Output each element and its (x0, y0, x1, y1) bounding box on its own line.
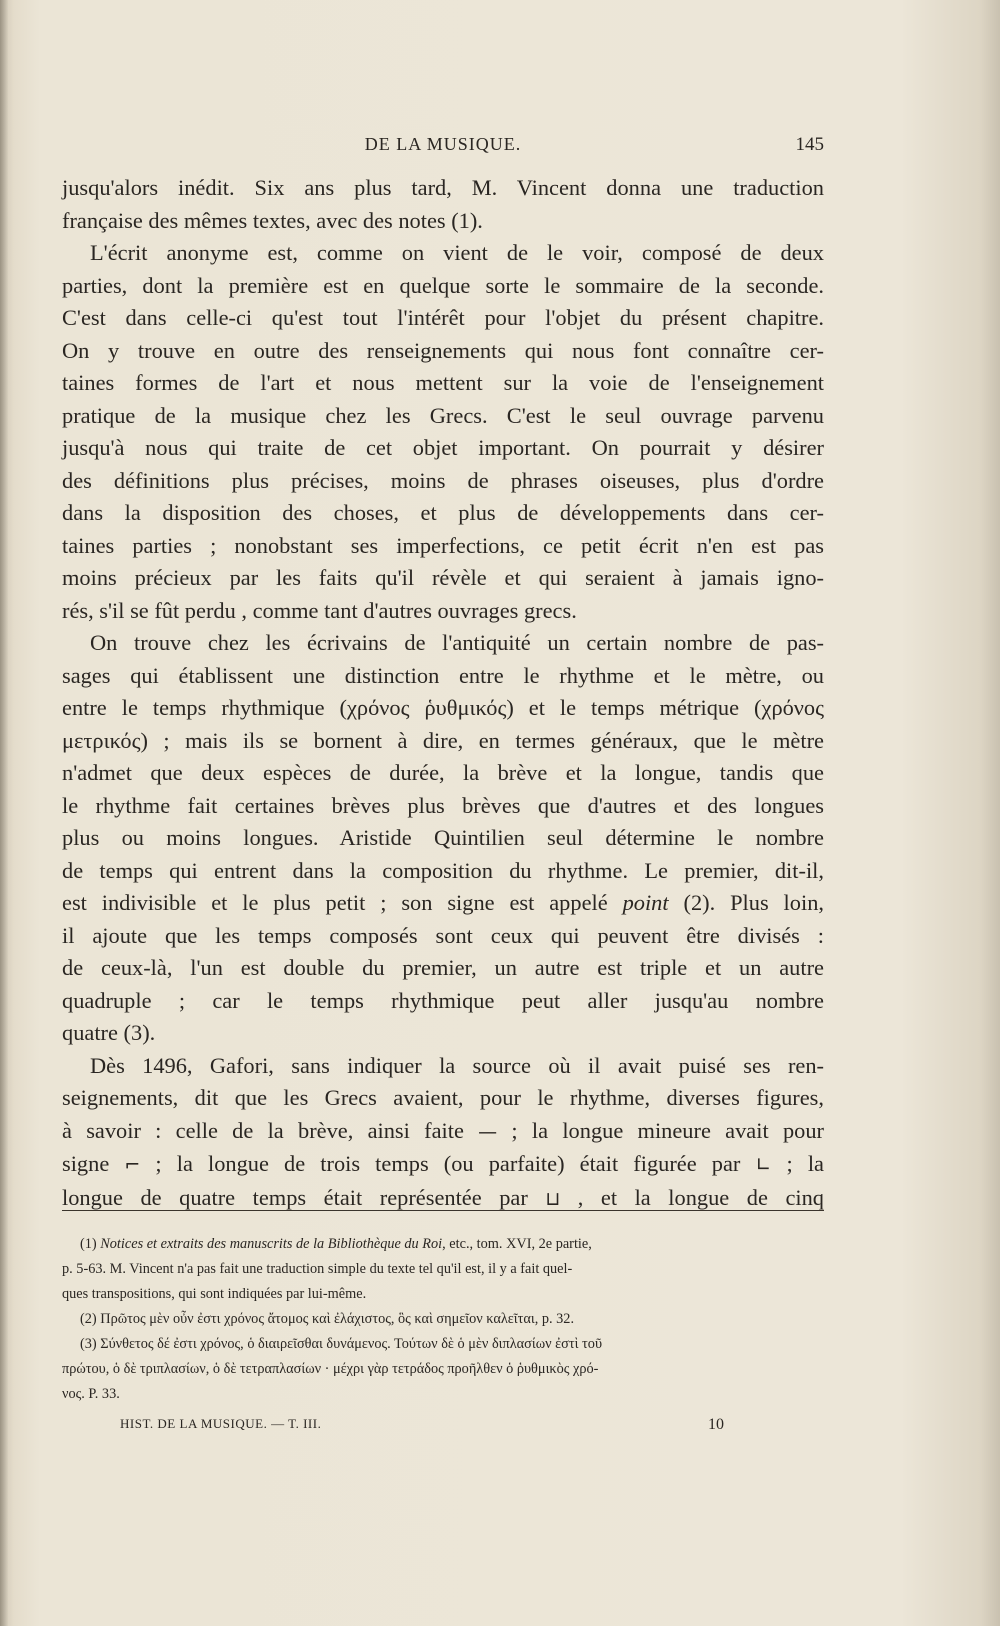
italic-term: point (622, 890, 669, 915)
text-line: taines formes de l'art et nous mettent sur la voie de l'enseignement (62, 370, 824, 395)
breve-figure-symbol: — (478, 1120, 498, 1143)
text-span: ; la longue de trois temps (ou parfaite) était figurée par (140, 1151, 756, 1176)
text-line: seignements, dit que les Grecs avaient, pour le rhythme, diverses figures, (62, 1085, 824, 1110)
text-line: dans la disposition des choses, et plus de développements dans cer- (62, 500, 824, 525)
four-beat-long-figure-symbol: ⊔ (545, 1187, 561, 1210)
text-span: signe (62, 1151, 125, 1176)
text-span: , et la longue de cinq (560, 1184, 825, 1210)
footnotes (62, 1232, 824, 1407)
text-span: (1) (80, 1236, 101, 1252)
sheet-number: 10 (708, 1416, 724, 1433)
text-line: parties, dont la première est en quelque sorte le sommaire de la seconde. (62, 272, 824, 298)
footnote-3: (3) Σύνθετος δέ ἐστι χρόνος, ὁ διαιρεῖσθαι δυνάμενος. Τούτων δὲ ὁ μὲν διπλασίων ἐστὶ τοῦ (80, 1336, 603, 1352)
footnote-line: πρώτου, ὁ δὲ τριπλασίων, ὁ δὲ τετραπλασίων · μέχρι γὰρ τετράδος προῆλθεν ὁ ῥυθμικὸς χρό- (62, 1361, 599, 1377)
text-line: plus ou moins longues. Aristide Quintilien seul détermine le nombre (62, 825, 824, 850)
text-line (62, 887, 824, 920)
text-line: jusqu'à nous qui traite de cet objet important. On pourrait y désirer (62, 435, 824, 460)
text-line: moins précieux par les faits qu'il révèle et qui seraient à jamais igno- (62, 565, 824, 590)
text-span: à savoir : celle de la brève, ainsi faite (62, 1117, 479, 1143)
text-span: longue de quatre temps était représentée par (62, 1184, 546, 1210)
text-span: (2). Plus loin, (668, 890, 824, 915)
text-line: μετρικός) ; mais ils se bornent à dire, en termes généraux, que le mètre (62, 727, 824, 753)
text-line: sages qui établissent une distinction entre le rhythme et le mètre, ou (62, 662, 824, 688)
text-line: n'admet que deux espèces de durée, la brève et la longue, tandis que (62, 760, 824, 785)
text-span: , etc., tom. XVI, 2e partie, (442, 1236, 592, 1252)
text-line: française des mêmes textes, avec des notes (1). (62, 207, 483, 233)
running-title: DE LA MUSIQUE. (364, 134, 522, 154)
text-line (62, 1148, 824, 1182)
footnote-2: (2) Πρῶτος μὲν οὖν ἐστι χρόνος ἄτομος καὶ ἐλάχιστος, ὃς καὶ σημεῖον καλεῖται, p. 32. (80, 1311, 575, 1327)
text-span: est indivisible et le plus petit ; son signe est appelé (62, 890, 623, 915)
page-header (62, 134, 824, 164)
text-line: de ceux-là, l'un est double du premier, un autre est triple et un autre (62, 955, 824, 980)
text-line: L'écrit anonyme est, comme on vient de le voir, composé de deux (90, 240, 824, 265)
footnote-separator (62, 1210, 824, 1211)
text-span: ; la longue mineure avait pour (497, 1117, 824, 1143)
footnote-line: p. 5-63. M. Vincent n'a pas fait une traduction simple du texte tel qu'il est, il y a fait quel- (62, 1261, 573, 1277)
footnote-line: ques transpositions, qui sont indiquées par lui-même. (62, 1286, 367, 1302)
text-line: rés, s'il se fût perdu , comme tant d'autres ouvrages grecs. (62, 597, 577, 623)
three-beat-long-figure-symbol: ∟ (755, 1154, 772, 1176)
text-line: taines parties ; nonobstant ses imperfections, ce petit écrit n'en est pas (62, 532, 824, 558)
text-line: pratique de la musique chez les Grecs. C'est le seul ouvrage parvenu (62, 402, 824, 428)
minor-long-figure-symbol: ⌐ (124, 1154, 141, 1176)
text-line: le rhythme fait certaines brèves plus brèves que d'autres et des longues (62, 792, 824, 818)
text-line: de temps qui entrent dans la composition du rhythme. Le premier, dit-il, (62, 857, 824, 883)
text-line (62, 1115, 824, 1149)
text-line: des définitions plus précises, moins de phrases oiseuses, plus d'ordre (62, 467, 824, 493)
text-line: Dès 1496, Gafori, sans indiquer la source où il avait puisé ses ren- (90, 1052, 824, 1078)
text-line: quatre (3). (62, 1020, 156, 1045)
text-line: entre le temps rhythmique (χρόνος ῥυθμικός) et le temps métrique (χρόνος (62, 695, 824, 720)
text-line: On y trouve en outre des renseignements qui nous font connaître cer- (62, 337, 824, 363)
text-line: jusqu'alors inédit. Six ans plus tard, M. Vincent donna une traduction (62, 175, 824, 200)
page-gutter-shadow (0, 0, 8, 1626)
text-line: On trouve chez les écrivains de l'antiquité un certain nombre de pas- (90, 630, 824, 655)
text-line: il ajoute que les temps composés sont ceux qui peuvent être divisés : (62, 922, 824, 948)
italic-citation: Notices et extraits des manuscrits de la Bibliothèque du Roi (100, 1236, 443, 1252)
page-number: 145 (795, 134, 824, 155)
text-line: C'est dans celle-ci qu'est tout l'intérêt pour l'objet du présent chapitre. (62, 305, 824, 330)
text-line: quadruple ; car le temps rhythmique peut aller jusqu'au nombre (62, 987, 824, 1013)
text-span: ; la (771, 1151, 824, 1176)
page-footer (62, 1416, 824, 1440)
footnote-line: νος. P. 33. (62, 1386, 120, 1402)
main-text (62, 172, 824, 1215)
footnote-1 (62, 1232, 824, 1257)
signature-mark: HIST. DE LA MUSIQUE. — T. III. (120, 1416, 322, 1431)
